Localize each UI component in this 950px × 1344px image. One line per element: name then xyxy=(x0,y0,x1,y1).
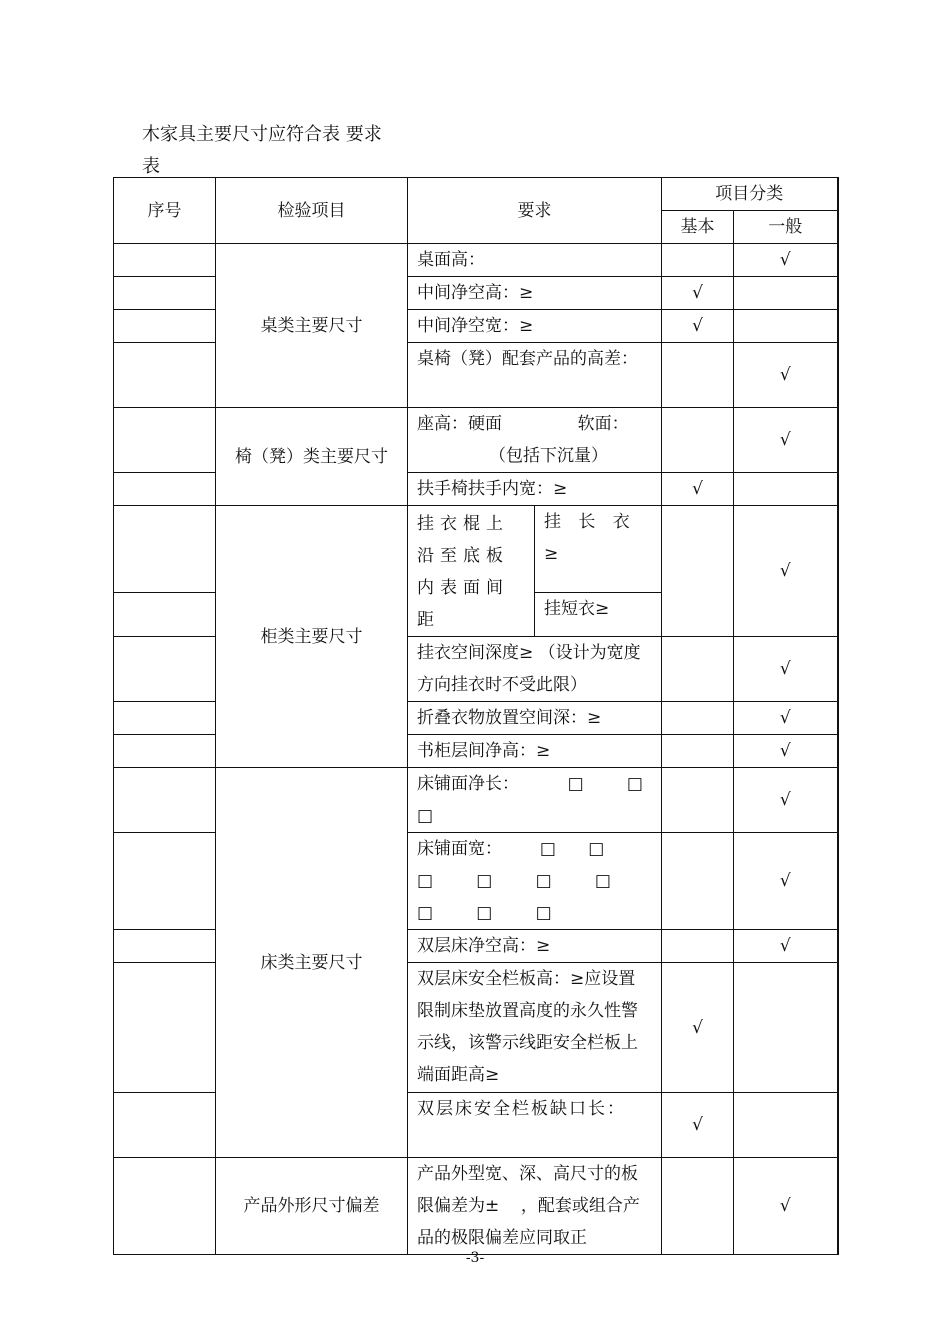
check-general: √ xyxy=(734,637,838,702)
check-basic: √ xyxy=(662,277,734,310)
req-seat-height-line1: 座高：硬面 软面： xyxy=(417,414,629,434)
table-caption-continued: 表 xyxy=(142,156,160,177)
check-basic: √ xyxy=(662,963,734,1093)
row-no xyxy=(114,833,216,930)
req-folding-depth: 折叠衣物放置空间深：≥ xyxy=(408,702,662,735)
req-mid-clear-height: 中间净空高：≥ xyxy=(408,277,662,310)
check-general: √ xyxy=(734,1158,838,1255)
req-hanging-depth: 挂衣空间深度≥ （设计为宽度方向挂衣时不受此限） xyxy=(408,637,662,702)
req-hanging-rod-distance: 挂衣棍上沿至底板内表面间距 xyxy=(408,506,535,637)
row-no xyxy=(114,637,216,702)
group-bed: 床类主要尺寸 xyxy=(216,768,408,1158)
row-no xyxy=(114,768,216,833)
req-bookcase-shelf-height: 书柜层间净高：≥ xyxy=(408,735,662,768)
row-no xyxy=(114,735,216,768)
row-no xyxy=(114,1093,216,1158)
check-general: √ xyxy=(734,768,838,833)
check-general: √ xyxy=(734,702,838,735)
group-cabinet: 柜类主要尺寸 xyxy=(216,506,408,768)
req-armrest-width: 扶手椅扶手内宽：≥ xyxy=(408,473,662,506)
req-dimension-deviation: 产品外型宽、深、高尺寸的板限偏差为± ，配套或组合产品的极限偏差应同取正 xyxy=(408,1158,662,1255)
row-no xyxy=(114,930,216,963)
check-general: √ xyxy=(734,930,838,963)
check-basic: √ xyxy=(662,473,734,506)
table-caption: 木家具主要尺寸应符合表 要求 xyxy=(142,124,382,145)
row-no xyxy=(114,592,216,636)
row-no xyxy=(114,408,216,473)
row-no xyxy=(114,963,216,1093)
dimension-requirements-table xyxy=(113,177,839,1255)
req-desk-height: 桌面高： xyxy=(408,244,662,277)
check-general: √ xyxy=(734,735,838,768)
row-no xyxy=(114,343,216,408)
row-no xyxy=(114,310,216,343)
req-short-garment: 挂短衣≥ xyxy=(535,592,662,636)
row-no xyxy=(114,1158,216,1255)
check-basic: √ xyxy=(662,1093,734,1158)
req-desk-chair-height-diff: 桌椅（凳）配套产品的高差： xyxy=(408,343,662,408)
header-item: 检验项目 xyxy=(216,178,408,244)
group-desk: 桌类主要尺寸 xyxy=(216,244,408,408)
req-bunk-guardrail-gap: 双层床安全栏板缺口长： xyxy=(408,1093,662,1158)
row-no xyxy=(114,506,216,593)
group-deviation: 产品外形尺寸偏差 xyxy=(216,1158,408,1255)
header-general: 一般 xyxy=(734,211,838,244)
req-bed-length: 床铺面净长： □ □ □ xyxy=(408,768,662,833)
header-no: 序号 xyxy=(114,178,216,244)
page-number: -3- xyxy=(465,1250,485,1266)
header-basic: 基本 xyxy=(662,211,734,244)
req-seat-height-line2: （包括下沉量） xyxy=(489,446,608,466)
req-long-garment: 挂 长 衣 ≥ xyxy=(535,506,662,593)
row-no xyxy=(114,473,216,506)
check-general: √ xyxy=(734,343,838,408)
group-chair: 椅（凳）类主要尺寸 xyxy=(216,408,408,506)
row-no xyxy=(114,244,216,277)
req-bunk-guardrail-height: 双层床安全栏板高：≥应设置限制床垫放置高度的永久性警示线，该警示线距安全栏板上端面距高≥ xyxy=(408,963,662,1093)
header-requirement: 要求 xyxy=(408,178,662,244)
header-classification: 项目分类 xyxy=(662,178,838,211)
check-general: √ xyxy=(734,833,838,930)
check-basic: √ xyxy=(662,310,734,343)
check-general: √ xyxy=(734,244,838,277)
check-general: √ xyxy=(734,506,838,637)
row-no xyxy=(114,277,216,310)
req-seat-height xyxy=(408,408,662,473)
row-no xyxy=(114,702,216,735)
req-bed-width: 床铺面宽： □ □ □ □ □ □ □ □ □ xyxy=(408,833,662,930)
req-bunk-clear-height: 双层床净空高：≥ xyxy=(408,930,662,963)
check-general: √ xyxy=(734,408,838,473)
req-mid-clear-width: 中间净空宽：≥ xyxy=(408,310,662,343)
